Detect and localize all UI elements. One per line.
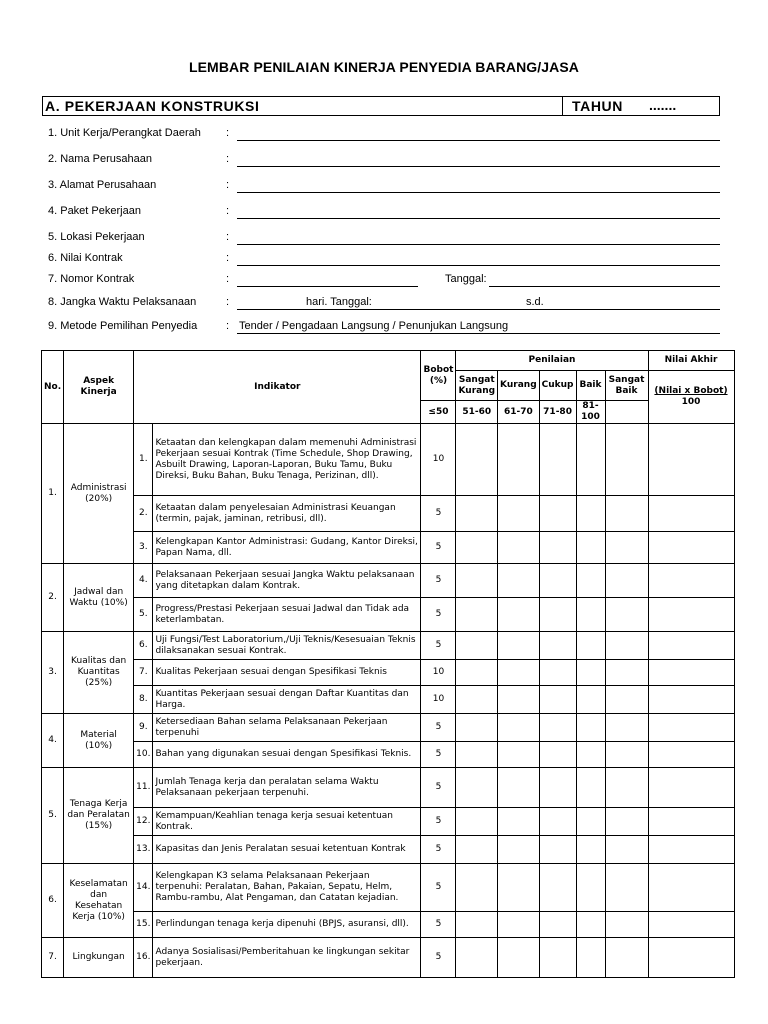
score-cell-sangat-baik[interactable] — [605, 686, 648, 714]
score-cell-sangat-kurang[interactable] — [456, 632, 498, 660]
field-colon: : — [226, 153, 230, 165]
table-row — [42, 532, 735, 564]
score-cell-sangat-baik[interactable] — [605, 714, 648, 742]
indicator-bobot: 5 — [421, 808, 456, 836]
indicator-number: 5. — [134, 598, 153, 632]
score-cell-sangat-kurang[interactable] — [456, 714, 498, 742]
indicator-text: Ketaatan dan kelengkapan dalam memenuhi Administrasi Pekerjaan sesuai Kontrak (Time Schedule, Shop Drawing, Asbuilt Drawing, Laporan-Laporan, Buku Tamu, Buku Direksi, Buku Bahan, Buku Tenaga, Perizinan, dll). — [153, 424, 421, 496]
score-cell-kurang[interactable] — [498, 742, 540, 768]
score-cell-cukup[interactable] — [539, 686, 576, 714]
score-cell-cukup[interactable] — [539, 742, 576, 768]
jangka-waktu-input-line[interactable] — [237, 309, 720, 310]
nilai-akhir-cell[interactable] — [648, 496, 734, 532]
score-cell-sangat-kurang[interactable] — [456, 864, 498, 912]
header-aspek: Aspek Kinerja — [64, 351, 134, 424]
aspect-name: Kualitas dan Kuantitas (25%) — [64, 632, 134, 714]
score-cell-sangat-baik[interactable] — [605, 938, 648, 978]
indicator-bobot: 5 — [421, 742, 456, 768]
nilai-akhir-cell[interactable] — [648, 424, 734, 496]
section-divider — [562, 97, 563, 115]
score-cell-baik[interactable] — [576, 660, 605, 686]
indicator-text: Bahan yang digunakan sesuai dengan Spesifikasi Teknis. — [153, 742, 421, 768]
table-row — [42, 632, 735, 660]
score-cell-cukup[interactable] — [539, 864, 576, 912]
field-label-metode-pemilihan: 9. Metode Pemilihan Penyedia — [48, 320, 198, 332]
indicator-number: 6. — [134, 632, 153, 660]
score-cell-cukup[interactable] — [539, 632, 576, 660]
indicator-number: 9. — [134, 714, 153, 742]
nomor-kontrak-input-line[interactable] — [237, 286, 418, 287]
score-cell-cukup[interactable] — [539, 768, 576, 808]
indicator-bobot: 5 — [421, 564, 456, 598]
score-cell-sangat-kurang[interactable] — [456, 660, 498, 686]
score-cell-kurang[interactable] — [498, 808, 540, 836]
field-label-nama-perusahaan: 2. Nama Perusahaan — [48, 153, 152, 165]
header-nilai-akhir: Nilai Akhir — [648, 351, 734, 371]
indicator-text: Progress/Prestasi Pekerjaan sesuai Jadwal dan Tidak ada keterlambatan. — [153, 598, 421, 632]
sd-label: s.d. — [526, 296, 544, 308]
table-row — [42, 598, 735, 632]
table-row — [42, 808, 735, 836]
header-formula — [648, 371, 734, 424]
aspect-number: 2. — [42, 564, 64, 632]
aspect-name: Material (10%) — [64, 714, 134, 768]
unit-kerja-input-line[interactable] — [237, 140, 720, 141]
score-cell-cukup[interactable] — [539, 660, 576, 686]
table-row — [42, 424, 735, 496]
hari-tanggal-label: hari. Tanggal: — [306, 296, 372, 308]
field-label-paket-pekerjaan: 4. Paket Pekerjaan — [48, 205, 141, 217]
aspect-name: Administrasi (20%) — [64, 424, 134, 564]
metode-pemilihan-input-line[interactable] — [237, 333, 720, 334]
indicator-text: Ketersediaan Bahan selama Pelaksanaan Pekerjaan terpenuhi — [153, 714, 421, 742]
nilai-akhir-cell[interactable] — [648, 564, 734, 598]
score-cell-sangat-baik[interactable] — [605, 912, 648, 938]
field-colon: : — [226, 179, 230, 191]
nama-perusahaan-input-line[interactable] — [237, 166, 720, 167]
score-cell-sangat-kurang[interactable] — [456, 686, 498, 714]
score-cell-sangat-baik[interactable] — [605, 768, 648, 808]
score-cell-kurang[interactable] — [498, 836, 540, 864]
score-cell-baik[interactable] — [576, 686, 605, 714]
score-cell-sangat-kurang[interactable] — [456, 938, 498, 978]
field-label-unit-kerja: 1. Unit Kerja/Perangkat Daerah — [48, 127, 201, 139]
field-colon: : — [226, 273, 230, 285]
range-sangat-kurang: ≤50 — [421, 401, 456, 424]
aspect-name: Tenaga Kerja dan Peralatan (15%) — [64, 768, 134, 864]
score-cell-sangat-kurang[interactable] — [456, 598, 498, 632]
field-label-alamat-perusahaan: 3. Alamat Perusahaan — [48, 179, 157, 191]
score-cell-baik[interactable] — [576, 938, 605, 978]
lokasi-pekerjaan-input-line[interactable] — [237, 244, 720, 245]
table-row — [42, 660, 735, 686]
score-cell-baik[interactable] — [576, 532, 605, 564]
score-cell-sangat-baik[interactable] — [605, 532, 648, 564]
score-cell-baik[interactable] — [576, 496, 605, 532]
metode-pemilihan-value: Tender / Pengadaan Langsung / Penunjukan Langsung — [239, 320, 509, 332]
indicator-text: Pelaksanaan Pekerjaan sesuai Jangka Waktu pelaksanaan yang ditetapkan dalam Kontrak. — [153, 564, 421, 598]
range-kurang: 51-60 — [456, 401, 498, 424]
nilai-akhir-cell[interactable] — [648, 632, 734, 660]
indicator-bobot: 5 — [421, 912, 456, 938]
field-colon: : — [226, 127, 230, 139]
aspect-name: Jadwal dan Waktu (10%) — [64, 564, 134, 632]
indicator-number: 15. — [134, 912, 153, 938]
score-cell-sangat-kurang[interactable] — [456, 496, 498, 532]
aspect-name: Lingkungan — [64, 938, 134, 978]
range-baik: 71-80 — [539, 401, 576, 424]
table-row — [42, 686, 735, 714]
indicator-number: 13. — [134, 836, 153, 864]
indicator-text: Kapasitas dan Jenis Peralatan sesuai ketentuan Kontrak — [153, 836, 421, 864]
score-cell-sangat-kurang[interactable] — [456, 768, 498, 808]
score-cell-sangat-baik[interactable] — [605, 864, 648, 912]
score-cell-sangat-kurang[interactable] — [456, 424, 498, 496]
score-cell-baik[interactable] — [576, 768, 605, 808]
indicator-bobot: 5 — [421, 864, 456, 912]
table-header — [42, 351, 735, 424]
nilai-kontrak-input-line[interactable] — [237, 265, 720, 266]
score-cell-sangat-baik[interactable] — [605, 660, 648, 686]
score-cell-sangat-kurang[interactable] — [456, 532, 498, 564]
nilai-akhir-cell[interactable] — [648, 532, 734, 564]
nilai-akhir-cell[interactable] — [648, 660, 734, 686]
indicator-text: Uji Fungsi/Test Laboratorium,/Uji Teknis/Kesesuaian Teknis dilaksanakan sesuai Kontrak. — [153, 632, 421, 660]
nilai-akhir-cell[interactable] — [648, 912, 734, 938]
table-row — [42, 768, 735, 808]
score-cell-baik[interactable] — [576, 912, 605, 938]
indicator-bobot: 10 — [421, 660, 456, 686]
tanggal-kontrak-label: Tanggal: — [445, 273, 487, 285]
score-cell-baik[interactable] — [576, 714, 605, 742]
indicator-bobot: 5 — [421, 714, 456, 742]
year-label: TAHUN — [572, 98, 623, 114]
indicator-bobot: 5 — [421, 938, 456, 978]
score-cell-kurang[interactable] — [498, 632, 540, 660]
score-cell-cukup[interactable] — [539, 598, 576, 632]
formula-numerator: (Nilai x Bobot) — [654, 386, 728, 396]
score-cell-sangat-baik[interactable] — [605, 424, 648, 496]
score-cell-kurang[interactable] — [498, 912, 540, 938]
indicator-number: 1. — [134, 424, 153, 496]
score-cell-kurang[interactable] — [498, 660, 540, 686]
indicator-bobot: 5 — [421, 632, 456, 660]
indicator-number: 11. — [134, 768, 153, 808]
indicator-text: Kuantitas Pekerjaan sesuai dengan Daftar Kuantitas dan Harga. — [153, 686, 421, 714]
indicator-number: 14. — [134, 864, 153, 912]
indicator-number: 10. — [134, 742, 153, 768]
field-colon: : — [226, 320, 230, 332]
nilai-akhir-cell[interactable] — [648, 742, 734, 768]
score-cell-sangat-kurang[interactable] — [456, 564, 498, 598]
score-cell-cukup[interactable] — [539, 912, 576, 938]
indicator-text: Kelengkapan Kantor Administrasi: Gudang, Kantor Direksi, Papan Nama, dll. — [153, 532, 421, 564]
field-label-jangka-waktu: 8. Jangka Waktu Pelaksanaan — [48, 296, 197, 308]
score-cell-kurang[interactable] — [498, 938, 540, 978]
score-cell-sangat-kurang[interactable] — [456, 912, 498, 938]
indicator-text: Jumlah Tenaga kerja dan peralatan selama Waktu Pelaksanaan pekerjaan terpenuhi. — [153, 768, 421, 808]
grade-sangat-kurang: Sangat Kurang — [456, 371, 498, 401]
score-cell-sangat-baik[interactable] — [605, 564, 648, 598]
score-cell-baik[interactable] — [576, 632, 605, 660]
range-cukup: 61-70 — [498, 401, 540, 424]
nilai-akhir-cell[interactable] — [648, 836, 734, 864]
indicator-number: 2. — [134, 496, 153, 532]
score-cell-sangat-baik[interactable] — [605, 836, 648, 864]
form-title: LEMBAR PENILAIAN KINERJA PENYEDIA BARANG/JASA — [188, 59, 580, 75]
indicator-text: Perlindungan tenaga kerja dipenuhi (BPJS, asuransi, dll). — [153, 912, 421, 938]
score-cell-kurang[interactable] — [498, 714, 540, 742]
field-colon: : — [226, 231, 230, 243]
score-cell-baik[interactable] — [576, 424, 605, 496]
grade-kurang: Kurang — [498, 371, 540, 401]
score-cell-cukup[interactable] — [539, 714, 576, 742]
assessment-table — [41, 350, 735, 978]
indicator-number: 12. — [134, 808, 153, 836]
score-cell-sangat-baik[interactable] — [605, 598, 648, 632]
header-indikator: Indikator — [134, 351, 421, 424]
score-cell-kurang[interactable] — [498, 424, 540, 496]
table-body — [42, 424, 735, 978]
indicator-number: 8. — [134, 686, 153, 714]
header-bobot: Bobot (%) — [421, 351, 456, 401]
score-cell-cukup[interactable] — [539, 424, 576, 496]
aspect-number: 7. — [42, 938, 64, 978]
table-row — [42, 912, 735, 938]
aspect-number: 6. — [42, 864, 64, 938]
score-cell-baik[interactable] — [576, 742, 605, 768]
aspect-number: 1. — [42, 424, 64, 564]
nilai-akhir-cell[interactable] — [648, 686, 734, 714]
indicator-text: Adanya Sosialisasi/Pemberitahuan ke lingkungan sekitar pekerjaan. — [153, 938, 421, 978]
indicator-bobot: 5 — [421, 768, 456, 808]
nilai-akhir-cell[interactable] — [648, 938, 734, 978]
score-cell-baik[interactable] — [576, 598, 605, 632]
score-cell-kurang[interactable] — [498, 532, 540, 564]
field-label-lokasi-pekerjaan: 5. Lokasi Pekerjaan — [48, 231, 145, 243]
score-cell-cukup[interactable] — [539, 938, 576, 978]
nilai-akhir-cell[interactable] — [648, 768, 734, 808]
formula-denominator: 100 — [681, 397, 701, 407]
aspect-number: 3. — [42, 632, 64, 714]
indicator-bobot: 5 — [421, 836, 456, 864]
indicator-bobot: 10 — [421, 686, 456, 714]
aspect-number: 5. — [42, 768, 64, 864]
field-label-nilai-kontrak: 6. Nilai Kontrak — [48, 252, 123, 264]
table-row — [42, 836, 735, 864]
nilai-akhir-cell[interactable] — [648, 808, 734, 836]
grade-cukup: Cukup — [539, 371, 576, 401]
score-cell-cukup[interactable] — [539, 836, 576, 864]
table-row — [42, 714, 735, 742]
indicator-text: Kemampuan/Keahlian tenaga kerja sesuai ketentuan Kontrak. — [153, 808, 421, 836]
score-cell-cukup[interactable] — [539, 808, 576, 836]
indicator-number: 16. — [134, 938, 153, 978]
grade-sangat-baik: Sangat Baik — [605, 371, 648, 401]
aspect-number: 4. — [42, 714, 64, 768]
aspect-name: Keselamatan dan Kesehatan Kerja (10%) — [64, 864, 134, 938]
score-cell-baik[interactable] — [576, 564, 605, 598]
indicator-bobot: 5 — [421, 496, 456, 532]
field-colon: : — [226, 252, 230, 264]
score-cell-sangat-kurang[interactable] — [456, 808, 498, 836]
score-cell-kurang[interactable] — [498, 496, 540, 532]
header-penilaian: Penilaian — [456, 351, 648, 371]
table-row — [42, 742, 735, 768]
score-cell-sangat-kurang[interactable] — [456, 836, 498, 864]
field-colon: : — [226, 205, 230, 217]
indicator-number: 3. — [134, 532, 153, 564]
score-cell-kurang[interactable] — [498, 564, 540, 598]
alamat-perusahaan-input-line[interactable] — [237, 192, 720, 193]
tanggal-kontrak-input-line[interactable] — [489, 286, 720, 287]
indicator-bobot: 5 — [421, 532, 456, 564]
score-cell-baik[interactable] — [576, 808, 605, 836]
score-cell-kurang[interactable] — [498, 864, 540, 912]
nilai-akhir-cell[interactable] — [648, 714, 734, 742]
score-cell-sangat-kurang[interactable] — [456, 742, 498, 768]
paket-pekerjaan-input-line[interactable] — [237, 218, 720, 219]
range-sangat-baik: 81-100 — [576, 401, 605, 424]
score-cell-cukup[interactable] — [539, 564, 576, 598]
indicator-bobot: 5 — [421, 598, 456, 632]
score-cell-cukup[interactable] — [539, 532, 576, 564]
score-cell-sangat-baik[interactable] — [605, 808, 648, 836]
grade-baik: Baik — [576, 371, 605, 401]
section-title: A. PEKERJAAN KONSTRUKSI — [45, 98, 260, 114]
indicator-text: Kualitas Pekerjaan sesuai dengan Spesifikasi Teknis — [153, 660, 421, 686]
score-cell-sangat-baik[interactable] — [605, 742, 648, 768]
score-cell-cukup[interactable] — [539, 496, 576, 532]
nilai-akhir-cell[interactable] — [648, 864, 734, 912]
score-cell-sangat-baik[interactable] — [605, 496, 648, 532]
year-field[interactable]: ....... — [649, 97, 677, 113]
nilai-akhir-cell[interactable] — [648, 598, 734, 632]
indicator-bobot: 10 — [421, 424, 456, 496]
score-cell-kurang[interactable] — [498, 686, 540, 714]
score-cell-kurang[interactable] — [498, 598, 540, 632]
indicator-text: Kelengkapan K3 selama Pelaksanaan Pekerjaan terpenuhi: Peralatan, Bahan, Pakaian, Sepatu, Helm, Rambu-rambu, Alat Pengaman, dan Catatan kejadian. — [153, 864, 421, 912]
score-cell-baik[interactable] — [576, 836, 605, 864]
indicator-number: 7. — [134, 660, 153, 686]
table-row — [42, 864, 735, 912]
score-cell-baik[interactable] — [576, 864, 605, 912]
table-row — [42, 496, 735, 532]
field-colon: : — [226, 296, 230, 308]
table-row — [42, 938, 735, 978]
section-header — [42, 96, 720, 116]
score-cell-sangat-baik[interactable] — [605, 632, 648, 660]
indicator-number: 4. — [134, 564, 153, 598]
header-no: No. — [42, 351, 64, 424]
indicator-text: Ketaatan dalam penyelesaian Administrasi Keuangan (termin, pajak, jaminan, retribusi, dll). — [153, 496, 421, 532]
field-label-nomor-kontrak: 7. Nomor Kontrak — [48, 273, 135, 285]
table-row — [42, 564, 735, 598]
score-cell-kurang[interactable] — [498, 768, 540, 808]
